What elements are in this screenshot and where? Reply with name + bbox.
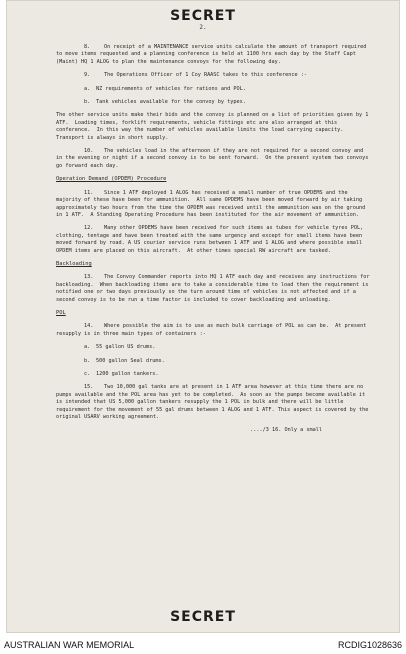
section-heading-opdem: Operation Demand (OPDEM) Procedure (56, 176, 167, 183)
page-number: 2. (199, 24, 207, 31)
section-heading-pol: POL (56, 309, 66, 316)
paragraph-9: 9. The Operations Officer of 1 Coy RAASC takes to this conference :- (84, 72, 308, 79)
paragraph-11: 11. Since 1 ATF deployed 1 ALOG has received a small number of true OPDEMS and the majority of these have been for ammunition. All same OPDEMS have been moved forward by air taking approximately two hours from the time the OPDEM was received until the ammunition was on the ground in 1 ATF. A Standing Operating Procedure has been instituted for the air movement of ammunition. (56, 189, 369, 218)
archive-name: AUSTRALIAN WAR MEMORIAL (4, 640, 135, 650)
paragraph-9-continuation: The other service units make their bids and the convoy is planned on a list of priorities given by 1 ATF. Loading times, forklift requirements, vehicle fittings etc are also arranged at this conference. In this way the number of vehicles available limits the load carrying capacity. Transport is always in short supply. (56, 112, 372, 141)
document-body (56, 44, 372, 435)
archive-footer (0, 636, 406, 654)
paragraph-14a: a. 55 gallon US drums. (84, 344, 156, 351)
document-page (6, 0, 400, 633)
paragraph-9b: b. Tank vehicles available for the convoy by types. (84, 99, 246, 106)
paragraph-15: 15. Two 10,000 gal tanks are at present in 1 ATF area however at this time there are no pumps available and the POL area has yet to be completed. As soon as the pumps become available it is intended that US 5,000 gallon tankers resupply the 1 POL in bulk and there will be little requirement for the movement of 55 gal drums between 1 ALOG and 1 ATF. This aspect is covered by the original USARV working agreement. (56, 384, 372, 421)
paragraph-9a: a. NZ requirements of vehicles for rations and POL. (84, 85, 246, 92)
paragraph-8: 8. On receipt of a MAINTENANCE service units calculate the amount of transport required to move items requested and a planning conference is held at 1100 hrs each day by the Staff Capt (Maint) HQ 1 ALOG to plan the maintenance convoys for the following day. (56, 44, 370, 65)
classification-header: SECRET (170, 8, 236, 24)
paragraph-12: 12. Many other OPDEMS have been received for such items as tubes for vehicle tyres POL, clothing, tentage and have been treated with the same urgency and except for small items have been moved forward by road. A US courier service runs between 1 ATF and 1 ALOG and where possible small OPDEM items are placed on this aircraft. At other times special RW aircraft are tasked. (56, 225, 367, 254)
paragraph-10: 10. The vehicles load in the afternoon if they are not required for a second convoy and in the evening or night if a second convoy is to be sent forward. On the present system two convoys go forward each day. (56, 148, 372, 169)
archive-reference: RCDIG1028636 (337, 640, 402, 650)
paragraph-14: 14. Where possible the aim is to use as much bulk carriage of POL as can be. At present resupply is in three main types of containers :- (56, 323, 370, 337)
classification-footer: SECRET (170, 609, 236, 625)
section-heading-backloading: Backloading (56, 260, 92, 267)
paragraph-14c: c. 1200 gallon tankers. (84, 371, 159, 377)
paragraph-13: 13. The Convoy Commander reports into HQ 1 ATF each day and receives any instructions for backloading. When backloading items are to take a considerable time to load then the requirement is notified one or two days previously so the turn around time of vehicles is not affected and if a second convoy is to be run a time factor is included to cover backloading and unloading. (56, 274, 373, 303)
continuation-note: ..../3 16. Only a small (250, 427, 322, 434)
paragraph-14b: b. 500 gallon Seal drums. (84, 357, 165, 364)
